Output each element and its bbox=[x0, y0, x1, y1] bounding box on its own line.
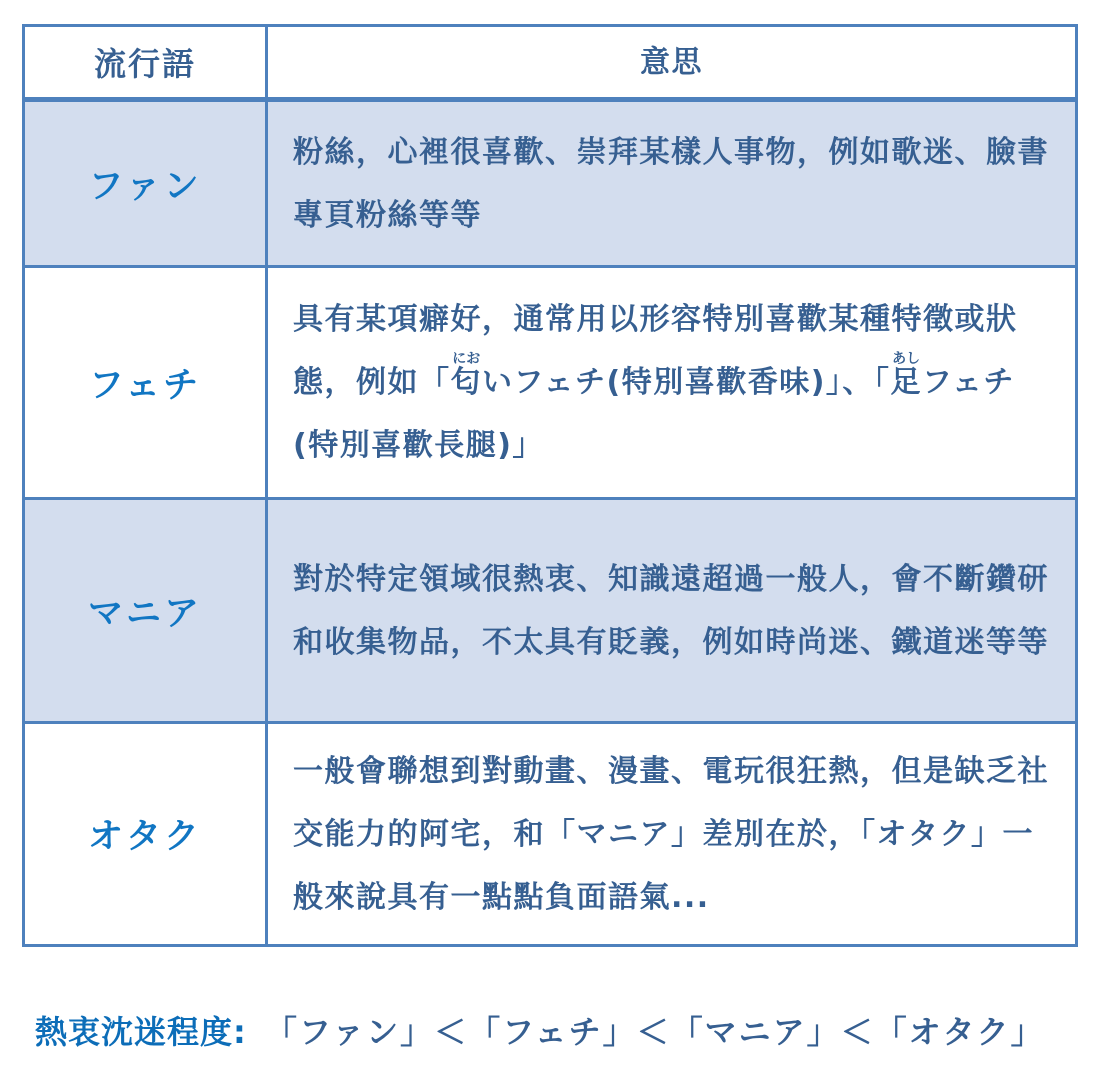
meaning-cell-fetish bbox=[268, 268, 1075, 497]
term-label-otaku: オタク bbox=[87, 817, 202, 857]
furigana-annotated-kanji: 足あし bbox=[890, 351, 922, 400]
table-row-fetish bbox=[25, 265, 1075, 497]
term-cell-otaku bbox=[25, 724, 268, 944]
meaning-text-fan: 粉絲，心裡很喜歡、崇拜某樣人事物，例如歌迷、臉書專頁粉絲等等 bbox=[293, 134, 1049, 233]
meaning-cell-fan bbox=[268, 102, 1075, 265]
meaning-cell-mania bbox=[268, 500, 1075, 721]
furigana-annotated-kanji: 匂にお bbox=[450, 351, 482, 400]
term-label-mania: マニア bbox=[87, 593, 202, 634]
term-label-fan: ファン bbox=[88, 166, 202, 207]
column-header-term: 流行語 bbox=[25, 27, 268, 97]
column-header-meaning: 意思 bbox=[640, 44, 703, 80]
intensity-scale-sequence: 「ファン」＜「フェチ」＜「マニア」＜「オタク」 bbox=[264, 1013, 1045, 1051]
intensity-scale bbox=[35, 1002, 1095, 1062]
meaning-cell-otaku bbox=[268, 724, 1075, 944]
table-row-otaku bbox=[25, 721, 1075, 944]
table-header-row bbox=[25, 27, 1075, 97]
table-row-fan bbox=[25, 97, 1075, 265]
term-cell-mania bbox=[25, 500, 268, 721]
term-cell-fetish bbox=[25, 268, 268, 497]
meaning-text-fetish: 具有某項癖好，通常用以形容特別喜歡某種特徵或狀態，例如「匂においフェチ(特別喜歡香味)」、「足あしフェチ(特別喜歡長腿)」 bbox=[293, 302, 1018, 463]
table-row-mania bbox=[25, 497, 1075, 721]
meaning-text-otaku: 一般會聯想到對動畫、漫畫、電玩很狂熱，但是缺乏社交能力的阿宅，和「マニア」差別在於，「オタク」一般來說具有一點點負面語氣... bbox=[293, 753, 1049, 915]
intensity-scale-label: 熱衷沈迷程度: bbox=[35, 1013, 247, 1051]
term-cell-fan bbox=[25, 102, 268, 265]
term-label-fetish: フェチ bbox=[88, 365, 202, 406]
slang-vocab-table bbox=[22, 24, 1078, 947]
meaning-text-mania: 對於特定領域很熱衷、知識遠超過一般人，會不斷鑽研和收集物品，不太具有貶義，例如時尚迷、鐵道迷等等 bbox=[293, 561, 1049, 660]
